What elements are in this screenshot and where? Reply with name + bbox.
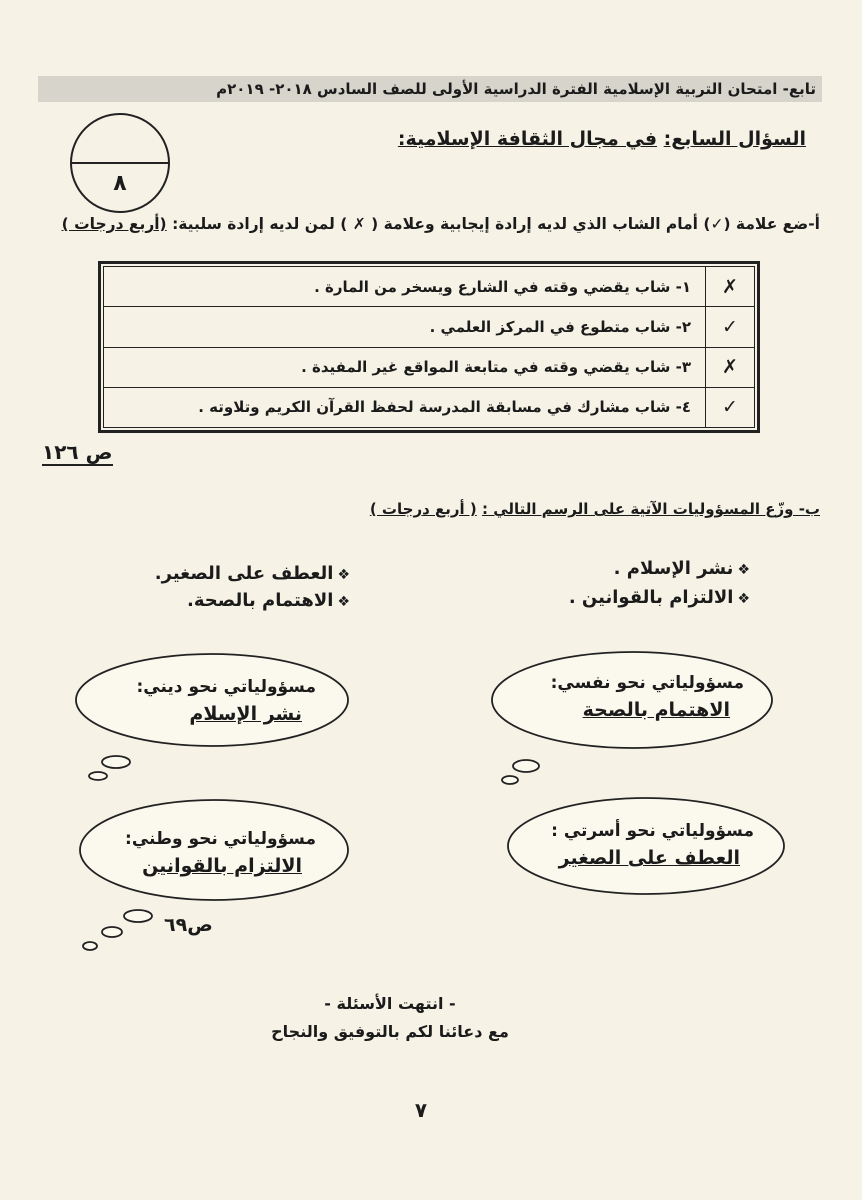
cloud-title: مسؤولياتي نحو وطني: <box>125 829 316 849</box>
statement-cell: ٢- شاب متطوع في المركز العلمي . <box>104 307 706 347</box>
part-a-grade: (أربع درجات ) <box>61 215 167 233</box>
textbook-page-ref-a: ص ١٢٦ <box>42 440 113 464</box>
part-a-instruction <box>62 215 820 233</box>
statement-cell: ١- شاب يقضي وقته في الشارع ويسخر من المارة . <box>104 267 706 307</box>
score-circle <box>70 113 170 213</box>
part-a-text: أ-ضع علامة (✓) أمام الشاب الذي لديه إرادة إيجابية وعلامة ( ✗ ) لمن لديه إرادة سلبية: <box>172 215 820 233</box>
list-item: ❖الاهتمام بالصحة. <box>187 590 350 611</box>
thought-cloud-religion <box>62 648 354 788</box>
diamond-bullet-icon: ❖ <box>737 591 750 607</box>
part-b-instruction <box>370 500 820 518</box>
cloud-answer: نشر الإسلام <box>189 703 302 725</box>
question-7-heading <box>398 128 806 150</box>
diamond-bullet-icon: ❖ <box>337 567 350 583</box>
statement-cell: ٤- شاب مشارك في مسابقة المدرسة لحفظ القرآن الكريم وتلاوته . <box>104 387 706 427</box>
textbook-page-ref-b: ص٦٩ <box>164 914 213 936</box>
closing-line-1: - انتهت الأسئلة - <box>324 994 456 1013</box>
list-item: ❖نشر الإسلام . <box>613 558 750 579</box>
table-row <box>104 387 755 427</box>
question-7-label: السؤال السابع: <box>663 128 806 150</box>
list-item: ❖العطف على الصغير. <box>154 563 350 584</box>
question-7-title: في مجال الثقافة الإسلامية: <box>397 128 658 150</box>
thought-cloud-self <box>482 648 782 788</box>
diamond-bullet-icon: ❖ <box>337 594 350 610</box>
table-row <box>104 267 755 307</box>
cloud-title: مسؤولياتي نحو ديني: <box>136 677 316 697</box>
cloud-answer: الاهتمام بالصحة <box>582 699 730 721</box>
answer-mark: ✓ <box>706 387 755 427</box>
score-divider <box>72 162 168 164</box>
table-row <box>104 307 755 347</box>
table-row <box>104 347 755 387</box>
statements-table <box>98 261 760 433</box>
answer-mark: ✓ <box>706 307 755 347</box>
part-b-grade: ( أربع درجات ) <box>369 500 477 518</box>
answer-mark: ✗ <box>706 267 755 307</box>
answer-mark: ✗ <box>706 347 755 387</box>
cloud-title: مسؤولياتي نحو أسرتي : <box>551 821 754 841</box>
cloud-answer: العطف على الصغير <box>558 847 740 869</box>
statement-cell: ٣- شاب يقضي وقته في متابعة المواقع غير المفيدة . <box>104 347 706 387</box>
list-item: ❖الالتزام بالقوانين . <box>568 587 750 608</box>
score-value: ٨ <box>113 171 127 196</box>
part-b-text: ب- وزّع المسؤوليات الآتية على الرسم التالي : <box>481 500 820 518</box>
cloud-title: مسؤولياتي نحو نفسي: <box>550 673 744 693</box>
exam-header: تابع- امتحان التربية الإسلامية الفترة الدراسية الأولى للصف السادس ٢٠١٨- ٢٠١٩م <box>38 76 822 102</box>
closing-line-2: مع دعائنا لكم بالتوفيق والنجاح <box>271 1022 509 1041</box>
page-number: ٧ <box>414 1098 428 1122</box>
cloud-answer: الالتزام بالقوانين <box>142 855 302 877</box>
thought-cloud-family <box>500 790 792 920</box>
diamond-bullet-icon: ❖ <box>737 562 750 578</box>
